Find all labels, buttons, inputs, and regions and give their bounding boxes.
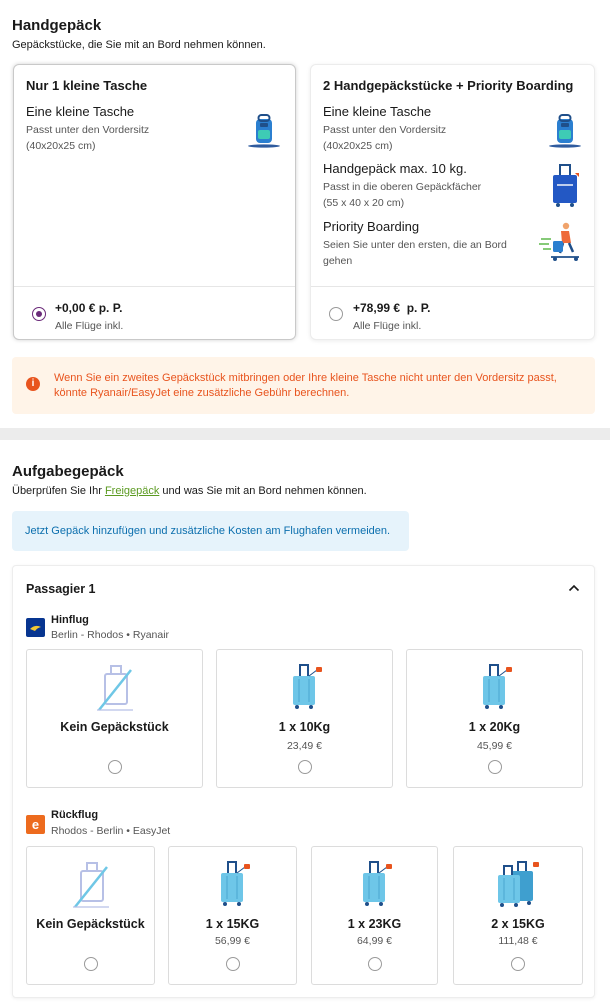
no-bag-icon <box>95 662 135 712</box>
double-suitcase-icon <box>495 859 541 909</box>
info-banner <box>12 511 409 551</box>
hand-luggage-section <box>0 0 610 428</box>
item-desc: Passt unter den Vordersitz <box>26 124 150 136</box>
subtitle-text: und was Sie mit an Bord nehmen können. <box>159 485 367 497</box>
checked-luggage-title: Aufgabegepäck <box>12 463 124 480</box>
no-bag-icon <box>71 859 111 909</box>
option-label: Kein Gepäckstück <box>36 917 145 931</box>
chevron-up-icon[interactable] <box>568 582 580 594</box>
hand-option-priority[interactable] <box>310 64 595 340</box>
hand-luggage-subtitle: Gepäckstücke, die Sie mit an Bord nehmen können. <box>12 39 266 51</box>
option-title: Nur 1 kleine Tasche <box>26 78 148 93</box>
option-price: 64,99 € <box>356 935 393 947</box>
ryanair-logo <box>26 618 45 637</box>
option-label: 1 x 20Kg <box>468 720 521 734</box>
subtitle-text: Überprüfen Sie Ihr <box>12 485 105 497</box>
option-price: 111,48 € <box>498 935 538 947</box>
info-text: Jetzt Gepäck hinzufügen und zusätzliche Kosten am Flughafen vermeiden. <box>25 525 391 537</box>
item-priority-boarding <box>323 219 507 269</box>
easyjet-logo <box>26 815 45 834</box>
option-price-note: Alle Flüge inkl. <box>353 320 422 332</box>
item-title: Handgepäck max. 10 kg. <box>323 161 467 176</box>
return-option-23kg[interactable] <box>311 846 438 985</box>
item-title: Priority Boarding <box>323 219 420 234</box>
priority-boarding-icon <box>539 219 583 263</box>
backpack-icon <box>547 113 583 149</box>
item-desc-2: gehen <box>323 255 353 267</box>
option-price: +0,00 € p. P. <box>55 301 123 315</box>
checked-luggage-subtitle <box>12 485 367 497</box>
return-option-15kg[interactable] <box>168 846 297 985</box>
radio-unselected[interactable] <box>329 307 343 321</box>
suitcase-icon <box>475 662 515 712</box>
passenger-title: Passagier 1 <box>26 582 96 596</box>
option-price-note: Alle Flüge inkl. <box>55 320 124 332</box>
option-radio[interactable] <box>368 957 382 971</box>
option-radio[interactable] <box>226 957 240 971</box>
outbound-option-20kg[interactable] <box>406 649 583 788</box>
item-trolley <box>323 161 481 211</box>
item-title: Eine kleine Tasche <box>323 104 432 119</box>
return-option-no-bag[interactable] <box>26 846 155 985</box>
return-route: Rhodos - Berlin • EasyJet <box>51 825 171 837</box>
backpack-icon <box>246 113 282 149</box>
warning-text: Wenn Sie ein zweites Gepäckstück mitbringen oder Ihre kleine Tasche nicht unter den Vordersitz passt, könnte Ryanair/EasyJet eine zusätzliche Gebühr berechnen. <box>54 372 557 399</box>
outbound-title: Hinflug <box>51 614 89 626</box>
option-price: 23,49 € <box>286 740 323 752</box>
outbound-route: Berlin - Rhodos • Ryanair <box>51 629 170 641</box>
option-price: 45,99 € <box>476 740 513 752</box>
warning-banner <box>12 357 595 414</box>
outbound-option-no-bag[interactable] <box>26 649 203 788</box>
checked-luggage-section <box>0 440 610 1006</box>
info-icon: i <box>26 377 40 391</box>
option-radio[interactable] <box>488 760 502 774</box>
item-dimensions: (40x20x25 cm) <box>26 140 96 152</box>
option-label: 2 x 15KG <box>491 917 545 931</box>
item-small-bag <box>26 104 149 154</box>
option-price: 56,99 € <box>214 935 251 947</box>
hand-luggage-title: Handgepäck <box>12 17 102 34</box>
section-divider <box>0 428 610 440</box>
option-radio[interactable] <box>298 760 312 774</box>
item-small-bag <box>323 104 446 154</box>
return-title: Rückflug <box>51 809 99 821</box>
item-desc: Passt in die oberen Gepäckfächer <box>323 181 482 193</box>
option-label: 1 x 23KG <box>347 917 402 931</box>
item-dimensions: (40x20x25 cm) <box>323 140 393 152</box>
return-option-2x15kg[interactable] <box>453 846 583 985</box>
option-radio[interactable] <box>108 760 122 774</box>
option-label: Kein Gepäckstück <box>60 720 169 734</box>
harp-icon <box>26 618 45 637</box>
option-title: 2 Handgepäckstücke + Priority Boarding <box>323 78 574 93</box>
free-baggage-link[interactable]: Freigepäck <box>104 485 160 497</box>
radio-selected[interactable] <box>32 307 46 321</box>
card-divider <box>311 286 594 287</box>
hand-option-small-bag[interactable] <box>13 64 296 340</box>
trolley-icon <box>547 163 583 209</box>
option-price: +78,99 € p. P. <box>353 301 431 315</box>
suitcase-icon <box>213 859 253 909</box>
item-dimensions: (55 x 40 x 20 cm) <box>323 197 405 209</box>
option-radio[interactable] <box>511 957 525 971</box>
card-divider <box>14 286 295 287</box>
option-label: 1 x 15KG <box>205 917 260 931</box>
item-desc: Passt unter den Vordersitz <box>323 124 447 136</box>
easyjet-logo-text: e <box>31 817 40 832</box>
item-title: Eine kleine Tasche <box>26 104 135 119</box>
suitcase-icon <box>285 662 325 712</box>
item-desc: Seien Sie unter den ersten, die an Bord <box>323 239 507 251</box>
option-radio[interactable] <box>84 957 98 971</box>
suitcase-icon <box>355 859 395 909</box>
option-label: 1 x 10Kg <box>278 720 331 734</box>
outbound-option-10kg[interactable] <box>216 649 393 788</box>
passenger-card <box>12 565 595 998</box>
